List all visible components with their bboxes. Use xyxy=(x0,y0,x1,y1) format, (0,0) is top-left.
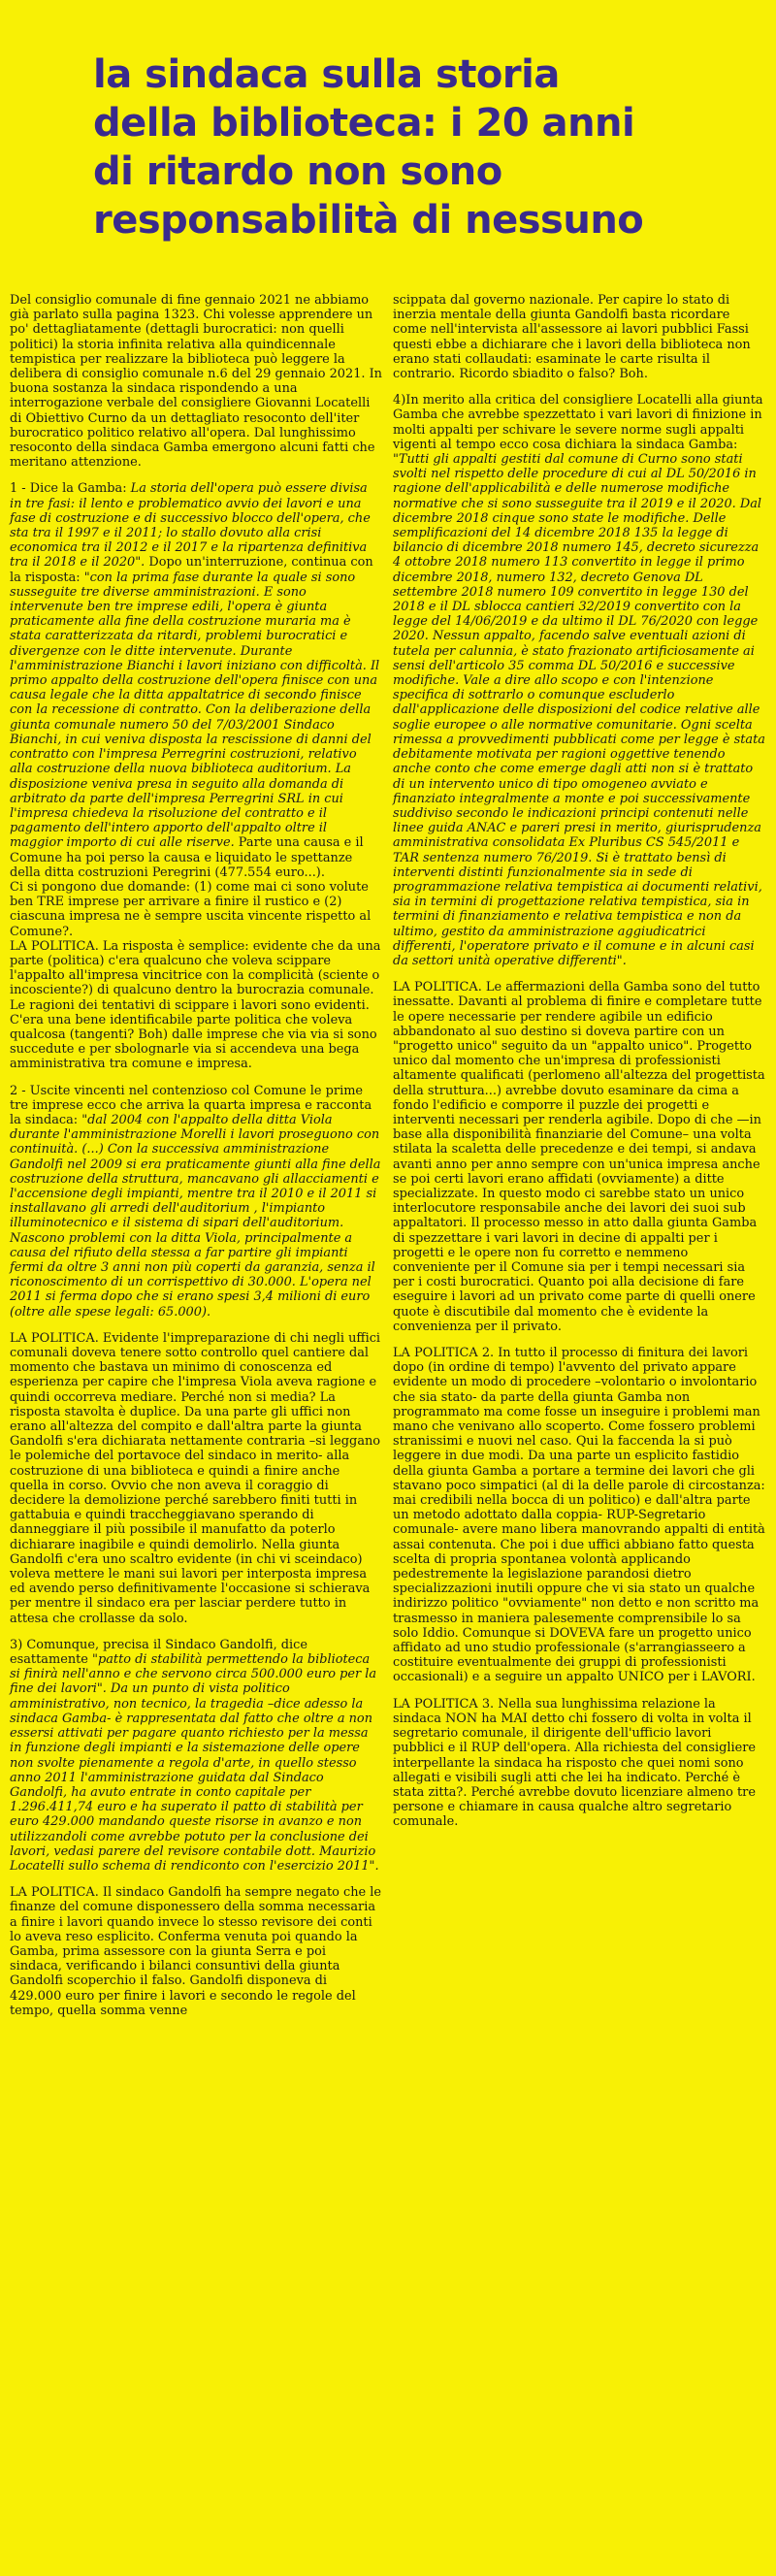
paragraph: Ci si pongono due domande: (1) come mai ci sono volute ben TRE imprese per arrivare a finire il rustico e (2) ciascuna impresa ne è sempre uscita vincente rispetto al Comune?. xyxy=(10,879,372,939)
left-column xyxy=(10,293,382,2030)
quote-italic: "dal 2004 con l'appalto della ditta Viola durante l'amministrazione Morelli i lavori proseguono con continuità. (...) Con la successiva amministrazione Gandolfi nel 2009 si era praticamente giunti alla fine della costruzione della struttura, mancavano gli allacciamenti e l'accensione degli impianti, mentre tra il 2010 e il 2011 si installavano gli arredi dell'auditorium , l'impianto illuminotecnico e il sistema di sipari dell'auditorium. Nascono problemi con la ditta Viola, principalmente a causa del rifiuto della stessa a far partire gli impianti fermi da oltre 3 anni non più coperti da garanzia, senza il riconoscimento di un corrispettivo di 30.000. L'opera nel 2011 si ferma dopo che si erano spesi 3,4 milioni di euro (oltre alle spese legali: 65.000). xyxy=(10,1112,381,1320)
paragraph xyxy=(10,481,382,879)
text-run: 4)In merito alla critica del consigliere Locatelli alla giunta Gamba che avrebbe spezzettato i vari lavori di finizione in molti appalti per schivare le severe norme sugli appalti vigenti al tempo ecco cosa dichiara la sindaca Gamba: xyxy=(393,393,763,452)
text-run: 3) Comunque, precisa il Sindaco Gandolfi, dice esattamente xyxy=(10,1637,307,1668)
right-column xyxy=(393,293,765,1842)
quote-italic: "Tutti gli appalti gestiti dal comune di Curno sono stati svolti nel rispetto delle procedure di cui al DL 50/2016 in ragione dell'applicabilità e delle numerose modifiche normative che si sono susseguite tra il 2019 e il 2020. Dal dicembre 2018 cinque sono state le modifiche. Delle semplificazioni del 14 dicembre 2018 135 la legge di bilancio di dicembre 2018 numero 145, decreto sicurezza 4 ottobre 2018 numero 113 convertito in legge il primo dicembre 2018, numero 132, decreto Genova DL settembre 2018 numero 109 convertito in legge 130 del 2018 e il DL sblocca cantieri 32/2019 convertito con la legge del 14/06/2019 e da ultimo il DL 76/2020 con legge 2020. Nessun appalto, facendo salve eventuali azioni di tutela per calunnia, è stato frazionato artificiosamente ai sensi dell'articolo 35 comma DL 50/2016 e successive modifiche. Vale a dire allo scopo e con l'intenzione specifica di sottrarlo o comunque escluderlo dall'applicazione delle disposizioni del codice relative alle soglie europee o alle normative comunitarie. Ogni scelta rimessa a provvedimenti pubblicati come per legge è stata debitamente motivata per ragioni oggettive tenendo anche conto che come emerge dagli atti non si è trattato di un intervento unico di tipo omogeneo avviato e finanziato integralmente a monte e poi successivamente suddiviso secondo le indicazioni principi contenuti nelle linee guida ANAC e pareri presi in merito, giurisprudenza amministrativa consolidata Ex Pluribus CS 545/2011 e TAR sentenza numero 76/2019. Si è trattato bensì di interventi distinti funzionalmente sia in sede di programmazione relativa tempistica ai documenti relativi, sia in termini di progettazione relativa tempistica, sia in termini di finanziamento e relativa tempistica e non da ultimo, gestito da amministrazione aggiudicatrici differenti, l'operatore privato e il comune e in alcuni casi da settori unità operative differenti". xyxy=(393,452,765,968)
quote-italic: "patto di stabilità permettendo la biblioteca si finirà nell'anno e che servono circa 500.000 euro per la fine dei lavori". Da un punto di vista politico amministrativo, non tecnico, la tragedia –dice adesso la sindaca Gamba- è rappresentata dal fatto che oltre a non essersi attivati per pagare quanto richiesto per la messa in funzione degli impianti e la sistemazione delle opere non svolte pienamente a regola d'arte, in quello stesso anno 2011 l'amministrazione guidata dal Sindaco Gandolfi, ha avuto entrate in conto capitale per 1.296.411,74 euro e ha superato il patto di stabilità per euro 429.000 mandando queste risorse in avanzo e non utilizzandoli come avrebbe potuto per la conclusione dei lavori, vedasi parere del revisore contabile dott. Maurizio Locatelli sullo schema di rendiconto con l'esercizio 2011". xyxy=(10,1652,379,1874)
title-line: della biblioteca: i 20 anni xyxy=(93,101,635,146)
paragraph xyxy=(10,1638,382,1874)
paragraph: LA POLITICA. Evidente l'impreparazione di chi negli uffici comunali doveva tenere sotto controllo quel cantiere dal momento che bastava un minimo di conoscenza ed esperienza per capire che l'impresa Viola aveva ragione e quindi occorreva mediare. Perché non si media? La risposta stavolta è duplice. Da una parte gli uffici non erano all'altezza del compito e dall'altra parte la giunta Gandolfi s'era dichiarata nettamente contraria –si leggano le polemiche del portavoce del sindaco in merito- alla costruzione di una biblioteca e quindi a finire anche quella in corso. Ovvio che non aveva il coraggio di decidere la demolizione perché sarebbero finiti tutti in gattabuia e quindi traccheggiavano sperando di danneggiare il più possibile il manufatto da poterlo dichiarare inagibile e quindi demolirlo. Nella giunta Gandolfi c'era uno scaltro evidente (in chi vi sceindaco) voleva mettere le mani sui lavori per interposta impresa ed avendo perso definitivamente l'occasione si schierava per mentre il sindaco era per lasciar perdere tutto in attesa che crollasse da solo. xyxy=(10,1330,381,1626)
paragraph: LA POLITICA. La risposta è semplice: evidente che da una parte (politica) c'era qualcuno che voleva scippare l'appalto all'impresa vincitrice con la complicità (sciente o incosciente?) di qualcuno dentro la burocrazia comunale. Le ragioni dei tentativi di scippare i lavori sono evidenti. C'era una bene identificabile parte politica che voleva qualcosa (tangenti? Boh) dalle imprese che via via si sono succedute e per sbolognarle via si accendeva una bega amministrativa tra comune e impresa. xyxy=(10,938,381,1072)
text-run: 1 - Dice la Gamba: xyxy=(10,481,131,497)
title-line: di ritardo non sono xyxy=(93,149,502,194)
text-run: Dopo un'interruzione, continua con la risposta: xyxy=(10,555,373,585)
paragraph: LA POLITICA. Le affermazioni della Gamba sono del tutto inessatte. Davanti al problema di finire e completare tutte le opere necessarie per rendere agibile un edificio abbandonato al suo destino si doveva partire con un "progetto unico" seguito da un "appalto unico". Progetto unico dal momento che un'impresa di professionisti altamente qualificati (perlomeno all'altezza del progettista della struttura...) avrebbe dovuto esaminare da cima a fondo l'edificio e comporre il puzzle dei progetti e interventi necessari per renderla agibile. Dopo di che —in base alla disponibilità finanziarie del Comune– una volta stilata la scaletta delle precedenze e dei tempi, si andava avanti anno per anno sempre con un'unica impresa anche se poi certi lavori erano affidati (ovviamente) a ditte specializzate. In questo modo ci sarebbe stato un unico interlocutore responsabile anche dei lavori dei suoi sub appaltatori. Il processo messo in atto dalla giunta Gamba di spezzettare i vari lavori in decine di appalti per i progetti e le opere non fu corretto e nemmeno conveniente per il Comune sia per i tempi necessari sia per i costi burocratici. Quanto poi alla decisione di fare eseguire i lavori ad un privato come parte di quelli onere quote è discutibile dal momento che è evidente la convenienza per il privato. xyxy=(393,980,765,1334)
quote-italic: La storia dell'opera può essere divisa in tre fasi: il lento e problematico avvio dei lavori e una fase di costruzione e di successivo blocco dell'opera, che sta tra il 1997 e il 2011; lo stallo dovuto alla crisi economica tra il 2012 e il 2017 e la ripartenza definitiva tra il 2018 e il 2020". xyxy=(10,481,371,571)
text-run: Parte una causa e il Comune ha poi perso la causa e liquidato le spettanze della ditta costruzioni Peregrini (477.554 euro...). xyxy=(10,835,364,880)
paragraph: scippata dal governo nazionale. Per capire lo stato di inerzia mentale della giunta Gandolfi basta ricordare come nell'intervista all'assessore ai lavori pubblici Fassi questi ebbe a dichiarare che i lavori della biblioteca non erano stati collaudati: esaminate le carte risulta il contrario. Ricordo sbiadito o falso? Boh. xyxy=(393,293,751,382)
title-line: la sindaca sulla storia xyxy=(93,52,560,97)
page-title xyxy=(93,50,714,245)
text-run: 2 - Uscite vincenti nel contenzioso col Comune le prime tre imprese ecco che arriva la quarta impresa e racconta la sindaca: xyxy=(10,1083,372,1127)
quote-italic: "con la prima fase durante la quale si sono susseguite tre diverse amministrazioni. E sono intervenute ben tre imprese edili, l'opera è giunta praticamente alla fine della costruzione muraria ma è stata caratterizzata da ritardi, problemi burocratici e divergenze con le ditte intervenute. Durante l'amministrazione Bianchi i lavori iniziano con difficoltà. Il primo appalto della costruzione dell'opera finisce con una causa legale che la ditta appaltatrice di secondo finisce con la recessione di contratto. Con la deliberazione della giunta comunale numero 50 del 7/03/2001 Sindaco Bianchi, in cui veniva disposta la rescissione di danni del contratto con l'impresa Perregrini costruzioni, relativo alla costruzione della nuova biblioteca auditorium. La disposizione veniva presa in seguito alla domanda di arbitrato da parte dell'impresa Perregrini SRL in cui l'impresa chiedeva la risoluzione del contratto e il pagamento dell'intero apporto dell'appalto oltre il maggior importo di cui alle riserve. xyxy=(10,570,380,851)
paragraph: Del consiglio comunale di fine gennaio 2021 ne abbiamo già parlato sulla pagina 1323. Chi volesse apprendere un po' dettagliatamente (dettagli burocratici: non quelli politici) la storia infinita relativa alla quindicennale tempistica per realizzare la biblioteca può leggere la delibera di consiglio comunale n.6 del 29 gennaio 2021. In buona sostanza la sindaca rispondendo a una interrogazione verbale del consigliere Giovanni Locatelli di Obiettivo Curno da un dettagliato resoconto dell'iter burocratico politico relativo all'opera. Dal lunghissimo resoconto della sindaca Gamba emergono alcuni fatti che meritano attenzione. xyxy=(10,293,382,471)
title-line: responsabilità di nessuno xyxy=(93,198,644,243)
paragraph: LA POLITICA 2. In tutto il processo di finitura dei lavori dopo (in ordine di tempo) l'avvento del privato appare evidente un modo di procedere –volontario o involontario che sia stato- da parte della giunta Gamba non programmato ma come fosse un inseguire i problemi man mano che venivano allo scoperto. Come fossero problemi stranissimi e nuovi nel caso. Qui la faccenda la si può leggere in due modi. Da una parte un esplicito fastidio della giunta Gamba a portare a termine dei lavori che gli stavano poco simpatici (al di la delle parole di circostanza: mai credibili nella bocca di un politico) e dall'altra parte un metodo adottato dalla coppia- RUP-Segretario comunale- avere mano libera manovrando appalti di entità assai contenuta. Che poi i due uffici abbiano fatto questa scelta di propria spontanea volontà applicando pedestremente la legislazione parandosi dietro specializzazioni inutili oppure che vi sia stato un qualche indirizzo politico "ovviamente" non detto e non scritto ma trasmesso in maniera palesemente comprensibile lo sa solo Iddio. Comunque si DOVEVA fare un progetto unico affidato ad uno studio professionale (s'arrangiasseero a costituire eventualmente dei gruppi di professionisti occasionali) e a seguire un appalto UNICO per i LAVORI. xyxy=(393,1346,765,1685)
paragraph: LA POLITICA 3. Nella sua lunghissima relazione la sindaca NON ha MAI detto chi fossero di volta in volta il segretario comunale, il dirigente dell'ufficio lavori pubblici e il RUP dell'opera. Alla richiesta del consigliere interpellante la sindaca ha risposto che quei nomi sono allegati e visibili sugli atti che lei ha indicato. Perché è stata zitta?. Perché avrebbe dovuto licenziare almeno tre persone e chiamare in causa qualche altro segretario comunale. xyxy=(393,1696,757,1830)
paragraph: LA POLITICA. Il sindaco Gandolfi ha sempre negato che le finanze del comune disponessero della somma necessaria a finire i lavori quando invece lo stesso revisore dei conti lo aveva reso esplicito. Conferma venuta poi quando la Gamba, prima assessore con la giunta Serra e poi sindaca, verificando i bilanci consuntivi della giunta Gandolfi scoperchio il falso. Gandolfi disponeva di 429.000 euro per finire i lavori e secondo le regole del tempo, quella somma venne xyxy=(10,1885,381,2018)
paragraph xyxy=(393,393,765,968)
paragraph xyxy=(10,1084,382,1320)
